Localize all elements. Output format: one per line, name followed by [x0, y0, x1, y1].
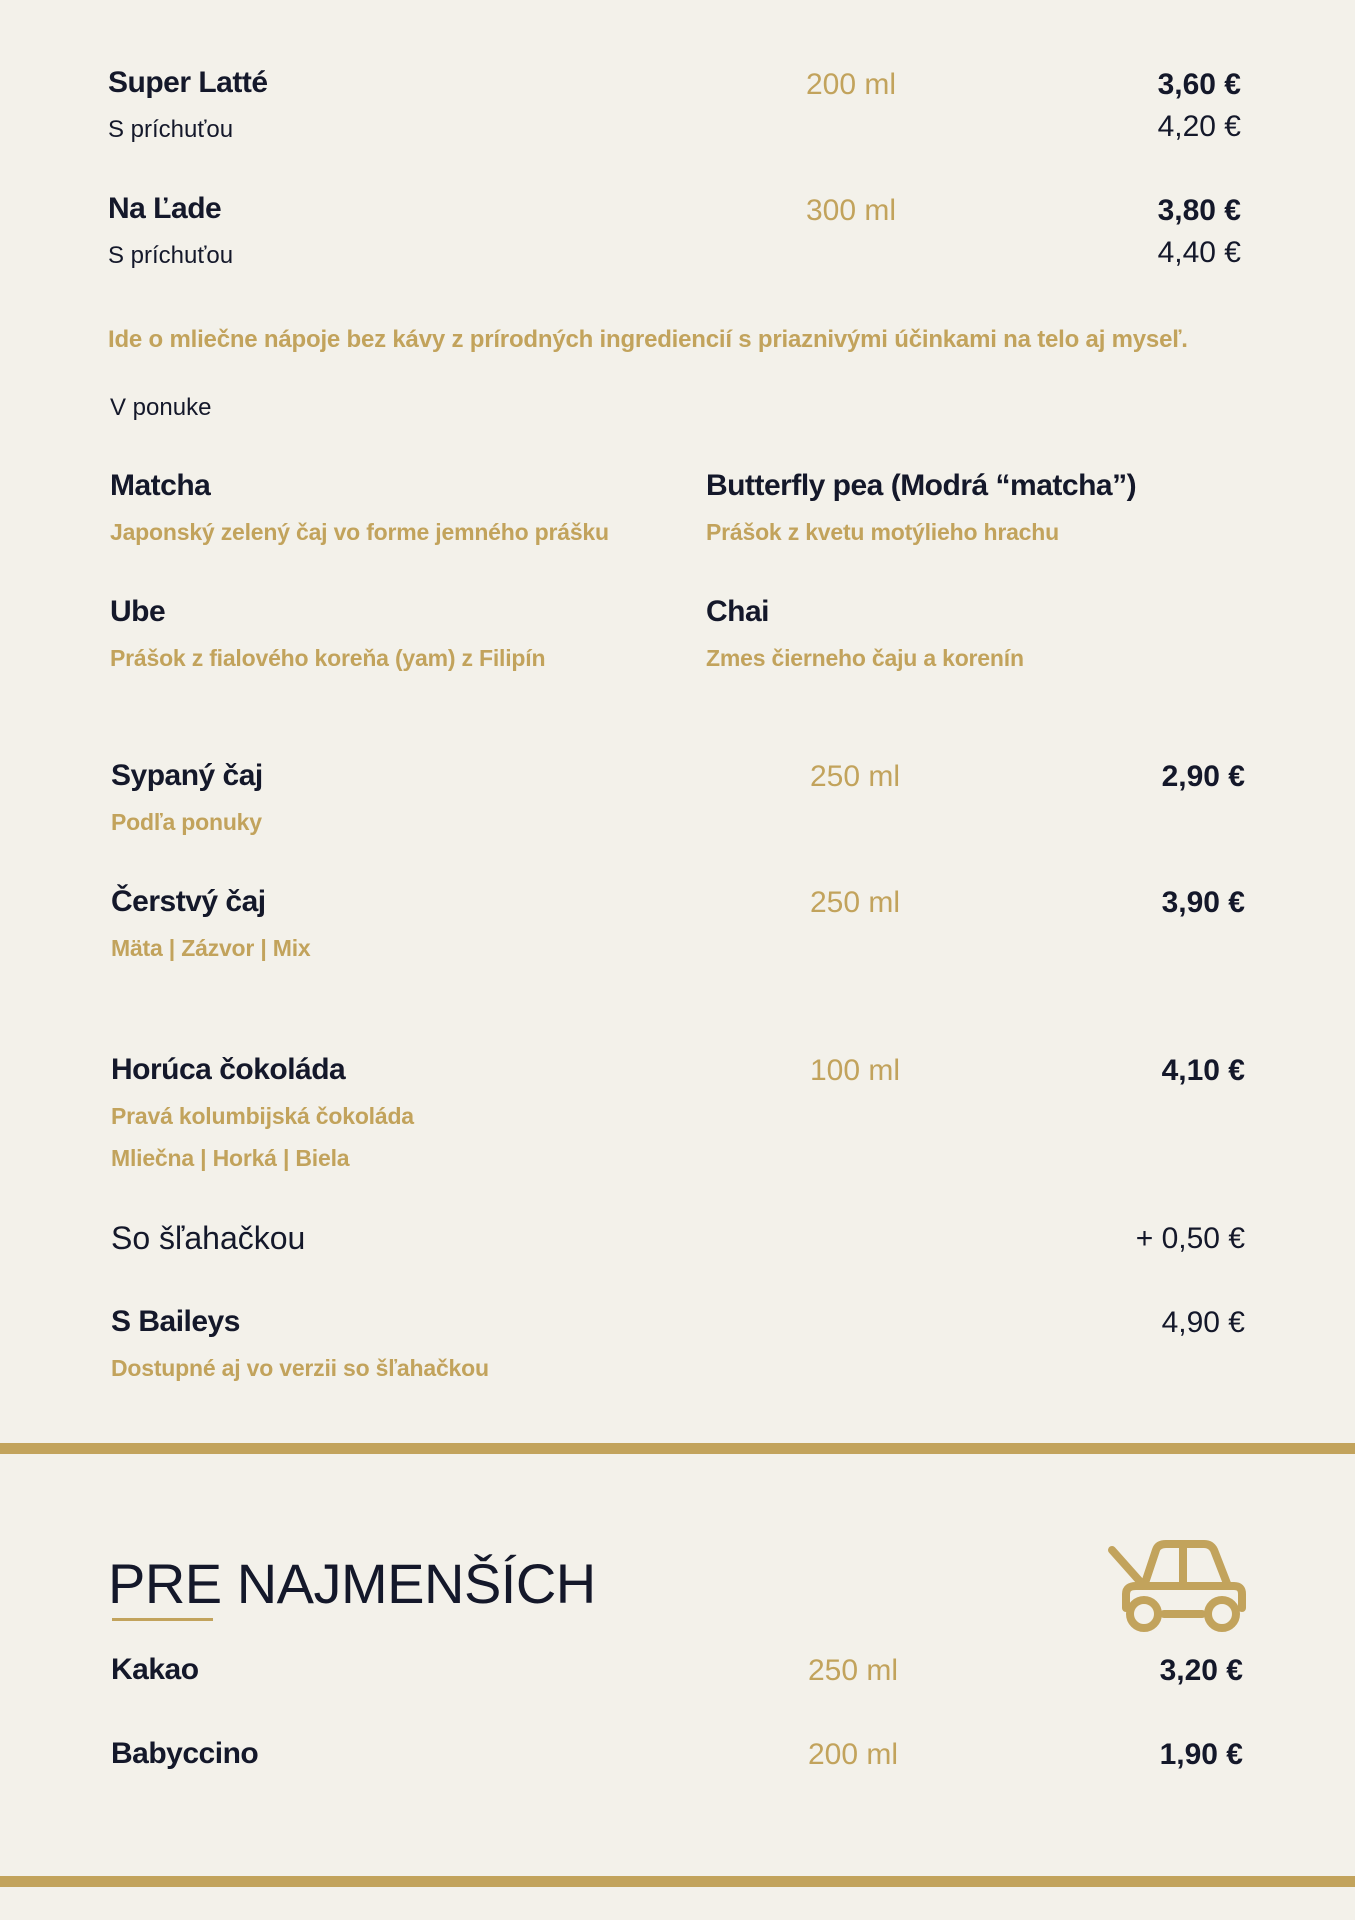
section-divider [0, 1876, 1355, 1887]
kids-item-price: 1,90 € [1159, 1738, 1243, 1771]
section-title-kids: PRE NAJMENŠÍCH [108, 1552, 596, 1615]
item-volume: 100 ml [810, 1054, 901, 1087]
kids-item-name: Babyccino [111, 1737, 259, 1770]
item-desc: Podľa ponuky [111, 809, 262, 835]
item-name-loose-tea: Sypaný čaj [111, 759, 263, 792]
kids-item-volume: 200 ml [808, 1738, 899, 1771]
flavor-price: 4,20 € [1157, 110, 1241, 143]
item-price: 4,10 € [1161, 1054, 1245, 1087]
item-volume: 250 ml [810, 760, 901, 793]
flavor-price: 4,40 € [1157, 236, 1241, 269]
car-icon [1104, 1528, 1246, 1639]
offer-item-desc: Zmes čierneho čaju a korenín [706, 645, 1024, 671]
offer-item-name: Chai [706, 595, 770, 628]
milk-drinks-note: Ide o mliečne nápoje bez kávy z prírodných ingrediencií s priaznivými účinkami na telo aj myseľ. [108, 326, 1188, 353]
offer-item-name: Butterfly pea (Modrá “matcha”) [706, 469, 1137, 502]
item-desc: Mäta | Zázvor | Mix [111, 935, 311, 961]
kids-item-name: Kakao [111, 1653, 199, 1686]
offer-item-desc: Prášok z kvetu motýlieho hrachu [706, 519, 1059, 545]
addon-whipped-cream: So šľahačkou [111, 1220, 306, 1256]
item-name-hot-chocolate: Horúca čokoláda [111, 1053, 346, 1086]
offer-item-desc: Japonský zelený čaj vo forme jemného prášku [110, 519, 609, 545]
title-underline [112, 1618, 213, 1621]
item-price: 4,90 € [1161, 1306, 1245, 1339]
offer-item-name: Ube [110, 595, 166, 628]
item-variants: Mliečna | Horká | Biela [111, 1145, 350, 1171]
flavor-label: S príchuťou [108, 116, 234, 143]
addon-price: + 0,50 € [1135, 1222, 1245, 1255]
item-desc: Dostupné aj vo verzii so šľahačkou [111, 1355, 489, 1381]
item-volume: 300 ml [806, 194, 897, 227]
item-name-fresh-tea: Čerstvý čaj [111, 885, 266, 918]
item-volume: 200 ml [806, 68, 897, 101]
item-desc: Pravá kolumbijská čokoláda [111, 1103, 414, 1129]
offer-label: V ponuke [110, 394, 212, 421]
item-price: 2,90 € [1161, 760, 1245, 793]
item-name-na-lade: Na Ľade [108, 192, 222, 225]
kids-item-volume: 250 ml [808, 1654, 899, 1687]
item-price: 3,80 € [1157, 194, 1241, 227]
kids-item-price: 3,20 € [1159, 1654, 1243, 1687]
item-volume: 250 ml [810, 886, 901, 919]
section-divider [0, 1443, 1355, 1454]
flavor-label: S príchuťou [108, 242, 234, 269]
item-name-baileys: S Baileys [111, 1305, 240, 1338]
item-price: 3,90 € [1161, 886, 1245, 919]
offer-item-name: Matcha [110, 469, 211, 502]
item-price: 3,60 € [1157, 68, 1241, 101]
offer-item-desc: Prášok z fialového koreňa (yam) z Filipín [110, 645, 546, 671]
item-name-super-latte: Super Latté [108, 66, 268, 99]
